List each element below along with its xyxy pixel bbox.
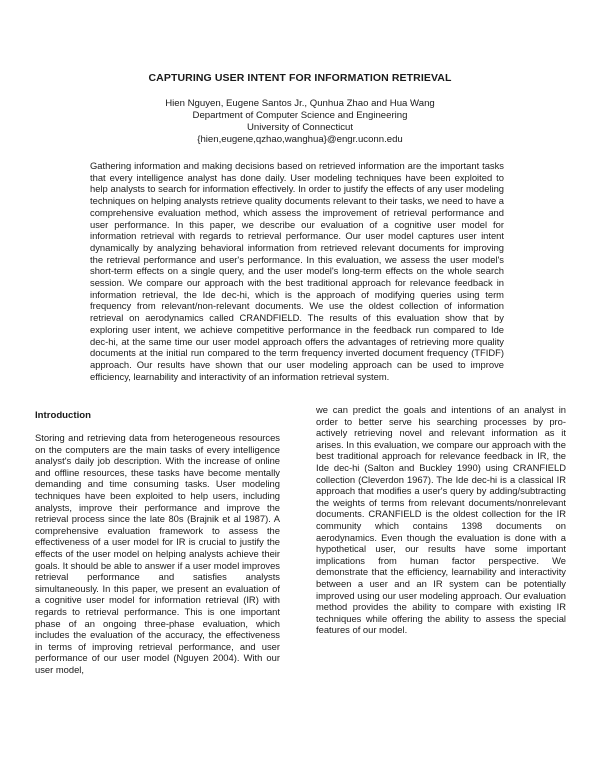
author-emails: {hien,eugene,qzhao,wanghua}@engr.uconn.edu: [197, 134, 403, 145]
introduction-text-left: Storing and retrieving data from heterogeneous resources on the computers are the main tasks of every intelligence analyst's daily job description. With the increase of online and offline resources, these tasks have become mentally demanding and time consuming tasks. User modeling techniques have been exploited to help users, including analysts, improve their performance and improve the retrieval process since the late 80s (Brajnik et al 1987). A comprehensive evaluation framework to assess the effectiveness of a user model for IR is crucial to justify the effects of the user model on helping analysts achieve their goals. It should be able to answer if a user model improves retrieval performance and satisfies analysts simultaneously. In this paper, we present an evaluation of a cognitive user model for information retrieval (IR) with regards to retrieval performance. This is one important phase of an ongoing three-phase evaluation, which includes the evaluation of the accuracy, the effectiveness in terms of improving retrieval performance, and user performance of our user model (Nguyen 2004). With our user model,: [35, 432, 280, 675]
left-column: [35, 410, 280, 675]
author-block: [0, 98, 600, 146]
author-names: Hien Nguyen, Eugene Santos Jr., Qunhua Zhao and Hua Wang: [165, 98, 435, 109]
abstract: Gathering information and making decisions based on retrieved information are the important tasks that every intelligence analyst has done daily. User modeling techniques have been exploited to help analysts to search for information effectively. In order to justify the effects of any user modeling techniques on helping analysts retrieve quality documents relevant to their tasks, we need to have a comprehensive evaluation method, which assess the improvement of retrieval performance and user performance. In this paper, we describe our evaluation of a cognitive user model for information retrieval with regards to retrieval performance. Our user model captures user intent dynamically by analyzing behavioral information from retrieved relevant documents for improving the retrieval performance and user's performance. In this evaluation, we assess the user model's short-term effects on a single query, and the user model's long-term effects on the whole search session. We compare our approach with the best traditional approach for relevance feedback in information retrieval, the Ide dec-hi, which is the approach of modifying queries using term frequency from relevant/non-relevant documents. We use the oldest collection of information retrieval on aerodynamics called CRANDFIELD. The results of this evaluation show that by exploring user intent, we achieve competitive performance in the feedback run compared to Ide dec-hi, at the same time our user model approach offers the advantages of retrieving more quality documents at the initial run compared to the term frequency inverted document frequency (TFIDF) approach. Our results have shown that our user modeling approach can be used to improve efficiency, learnability and interactivity of an information retrieval system.: [90, 160, 504, 382]
paper-title: CAPTURING USER INTENT FOR INFORMATION RETRIEVAL: [148, 72, 452, 84]
author-university: University of Connecticut: [246, 122, 354, 133]
introduction-text-right: we can predict the goals and intentions of an analyst in order to better serve his searching processes by pro-actively retrieving novel and relevant information as it arises. In this evaluation, we compare our approach with the best traditional approach for relevance feedback in IR, the Ide dec-hi (Salton and Buckley 1990) using CRANFIELD collection (Cleverdon 1967). The Ide dec-hi is a classical IR approach that modifies a user's query by adding/subtracting the weights of terms from relevant documents/nonrelevant documents. CRANFIELD is the oldest collection for the IR community which contains 1398 documents on aerodynamics. Even though the evaluation is done with a hypothetical user, our results have some important implications from human factor perspective. We demonstrate that the efficiency, learnability and interactivity between a user and an IR system can be potentially improved using our user modeling approach. Our evaluation method provides the ability to compare with existing IR techniques while offering the ability to assess the special features of our model.: [316, 404, 566, 636]
right-column: [316, 404, 566, 636]
section-heading-introduction: Introduction: [35, 410, 91, 421]
author-department: Department of Computer Science and Engineering: [192, 110, 408, 121]
